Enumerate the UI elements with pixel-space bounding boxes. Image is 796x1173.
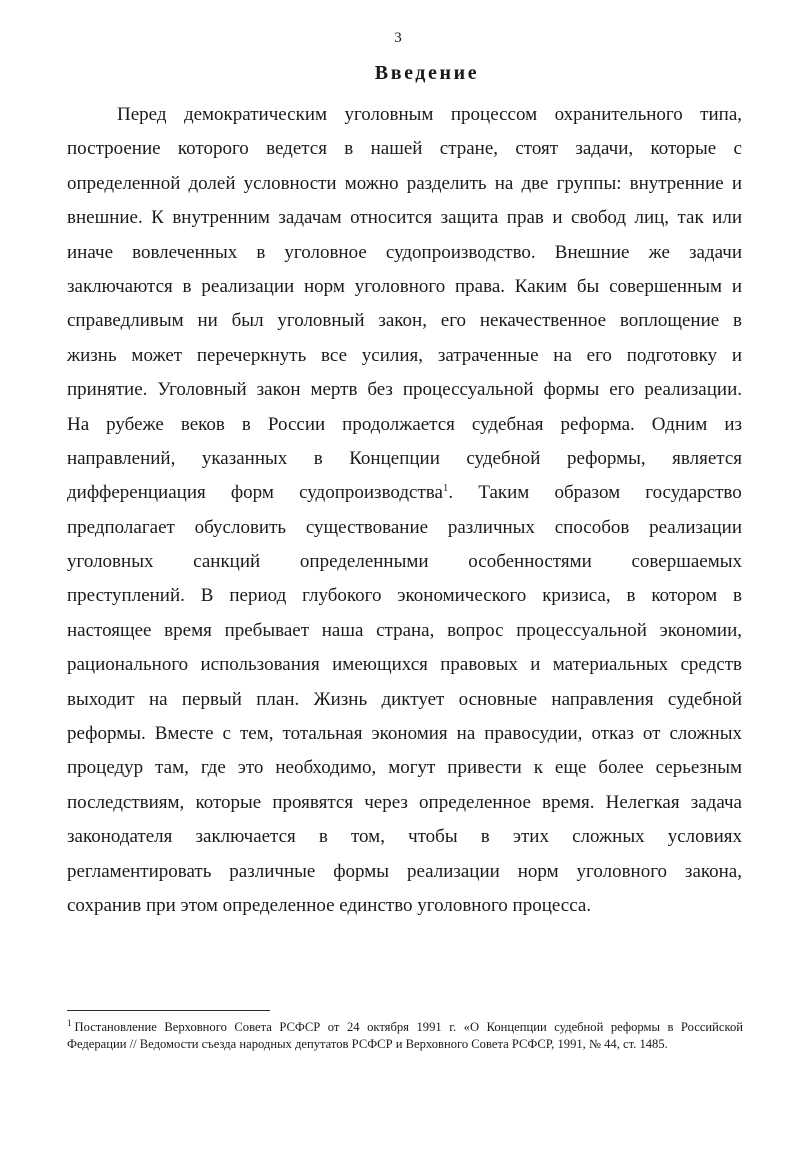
text-line: законодателя заключается в том, чтобы в этих сложных условиях (67, 826, 742, 848)
text-line: выходит на первый план. Жизнь диктует основные направления судебной (67, 688, 742, 710)
footnote-mark: 1 (67, 1018, 72, 1028)
text-line: уголовных санкций определенными особенностями совершаемых (67, 551, 742, 573)
text-line: иначе вовлеченных в уголовное судопроизводство. Внешние же задачи (67, 241, 742, 263)
text-line: Перед демократическим уголовным процессом охранительного типа, (117, 104, 742, 125)
body-paragraph (67, 98, 742, 923)
text-line: настоящее время пребывает наша страна, вопрос процессуальной экономии, (67, 619, 742, 641)
text-line: внешние. К внутренним задачам относится защита прав и свобод лиц, так или (67, 207, 742, 229)
text-line: рационального использования имеющихся правовых и материальных средств (67, 654, 742, 676)
text-line: На рубеже веков в России продолжается судебная реформа. Одним из (67, 413, 742, 435)
text-fragment: . Таким образом государство (448, 482, 742, 504)
text-fragment: дифференциация форм судопроизводства (67, 482, 443, 504)
text-line: сохранив при этом определенное единство уголовного процесса. (67, 894, 592, 916)
text-line: процедур там, где это необходимо, могут привести к еще более серьезным (67, 757, 742, 779)
text-line: предполагает обусловить существование различных способов реализации (67, 516, 742, 538)
text-line: построение которого ведется в нашей стране, стоят задачи, которые с (67, 138, 742, 160)
footnote-divider (67, 1010, 270, 1011)
text-line: последствиям, которые проявятся через определенное время. Нелегкая задача (67, 791, 742, 813)
text-line: преступлений. В период глубокого экономического кризиса, в котором в (67, 585, 742, 607)
footnote (67, 1019, 743, 1053)
text-line-with-footnote (67, 476, 742, 510)
text-line: направлений, указанных в Концепции судебной реформы, является (67, 447, 742, 469)
text-line: заключаются в реализации норм уголовного права. Каким бы совершенным и (67, 275, 742, 297)
text-segment (67, 476, 742, 510)
text-line: определенной долей условности можно разделить на две группы: внутренние и (67, 172, 742, 194)
footnote-text: Постановление Верховного Совета РСФСР от 24 октября 1991 г. «О Концепции судебной реформы в Российской Федерации // Ведомости съезда народных депутатов РСФСР и Верховного Совета РСФСР, 1991, № 44, ст. 1485. (67, 1020, 743, 1051)
text-line: жизнь может перечеркнуть все усилия, затраченные на его подготовку и (67, 344, 742, 366)
page-number: 3 (394, 30, 402, 46)
text-line: реформы. Вместе с тем, тотальная экономия на правосудии, отказ от сложных (67, 723, 742, 745)
section-title: Введение (374, 62, 480, 84)
text-line: справедливым ни был уголовный закон, его некачественное воплощение в (67, 310, 742, 332)
text-line: принятие. Уголовный закон мертв без процессуальной формы его реализации. (67, 379, 742, 401)
footnote-reference[interactable]: 1 (442, 482, 449, 495)
text-line: регламентировать различные формы реализации норм уголовного закона, (67, 860, 742, 882)
